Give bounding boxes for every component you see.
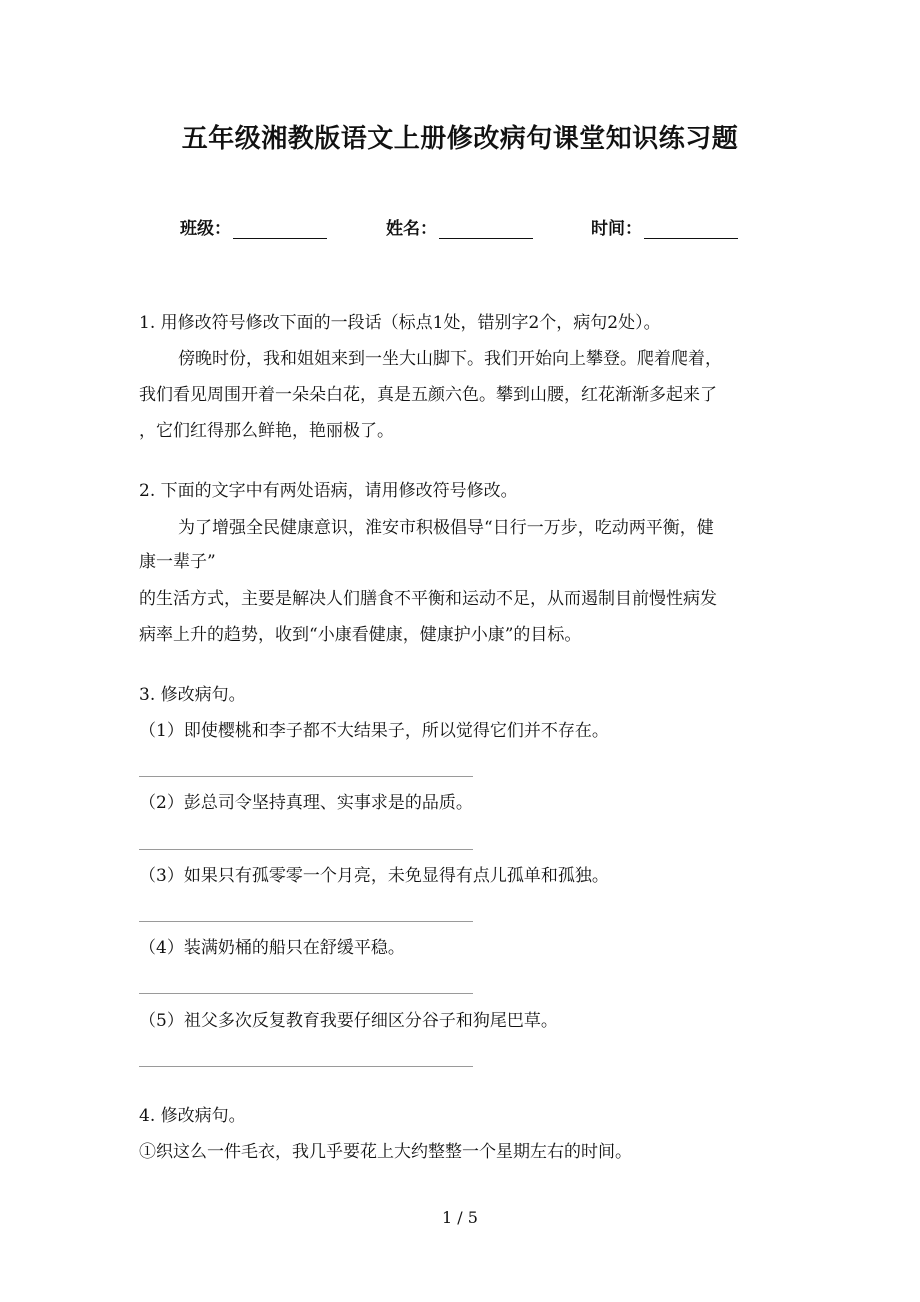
question-2-passage-line: 为了增强全民健康意识，淮安市积极倡导“日行一万步，吃动两平衡，健	[178, 518, 714, 538]
class-label: 班级：	[180, 219, 231, 239]
time-label: 时间：	[591, 219, 642, 239]
question-2-passage-line: 的生活方式，主要是解决人们膳食不平衡和运动不足，从而遏制目前慢性病发	[139, 589, 717, 609]
class-field	[180, 214, 327, 239]
page-title: 五年级湘教版语文上册修改病句课堂知识练习题	[181, 124, 739, 154]
question-1-passage-line: 我们看见周围开着一朵朵白花，真是五颜六色。攀到山腰，红花渐渐多起来了	[139, 385, 717, 405]
time-blank	[644, 220, 738, 239]
time-field	[591, 214, 738, 239]
answer-line-2[interactable]	[139, 849, 473, 850]
answer-line-5[interactable]	[139, 1066, 473, 1067]
question-2-passage-line: 康一辈子”	[139, 552, 216, 572]
question-2-stem: 2. 下面的文字中有两处语病，请用修改符号修改。	[139, 481, 518, 501]
answer-line-3[interactable]	[139, 921, 473, 922]
name-blank	[439, 220, 533, 239]
answer-line-4[interactable]	[139, 993, 473, 994]
name-label: 姓名：	[386, 219, 437, 239]
question-3-item-1: （1）即使樱桃和李子都不大结果子，所以觉得它们并不存在。	[139, 721, 609, 741]
question-4-stem: 4. 修改病句。	[139, 1106, 246, 1126]
question-2-passage-line: 病率上升的趋势，收到“小康看健康，健康护小康”的目标。	[139, 625, 582, 645]
question-3-stem: 3. 修改病句。	[139, 685, 246, 705]
question-3-item-5: （5）祖父多次反复教育我要仔细区分谷子和狗尾巴草。	[139, 1011, 558, 1031]
class-blank	[233, 220, 327, 239]
question-1-passage-line: ，它们红得那么鲜艳，艳丽极了。	[139, 421, 394, 441]
question-4-item-1: ①织这么一件毛衣，我几乎要花上大约整整一个星期左右的时间。	[139, 1142, 632, 1162]
question-1-passage-line: 傍晚时份，我和姐姐来到一坐大山脚下。我们开始向上攀登。爬着爬着，	[178, 349, 722, 369]
answer-line-1[interactable]	[139, 776, 473, 777]
page-number: 1 / 5	[442, 1208, 478, 1227]
question-1-stem: 1. 用修改符号修改下面的一段话（标点1处，错别字2个，病句2处）。	[139, 313, 661, 333]
name-field	[386, 214, 533, 239]
question-3-item-3: （3）如果只有孤零零一个月亮，未免显得有点儿孤单和孤独。	[139, 866, 609, 886]
question-3-item-2: （2）彭总司令坚持真理、实事求是的品质。	[139, 793, 473, 813]
question-3-item-4: （4）装满奶桶的船只在舒缓平稳。	[139, 938, 405, 958]
